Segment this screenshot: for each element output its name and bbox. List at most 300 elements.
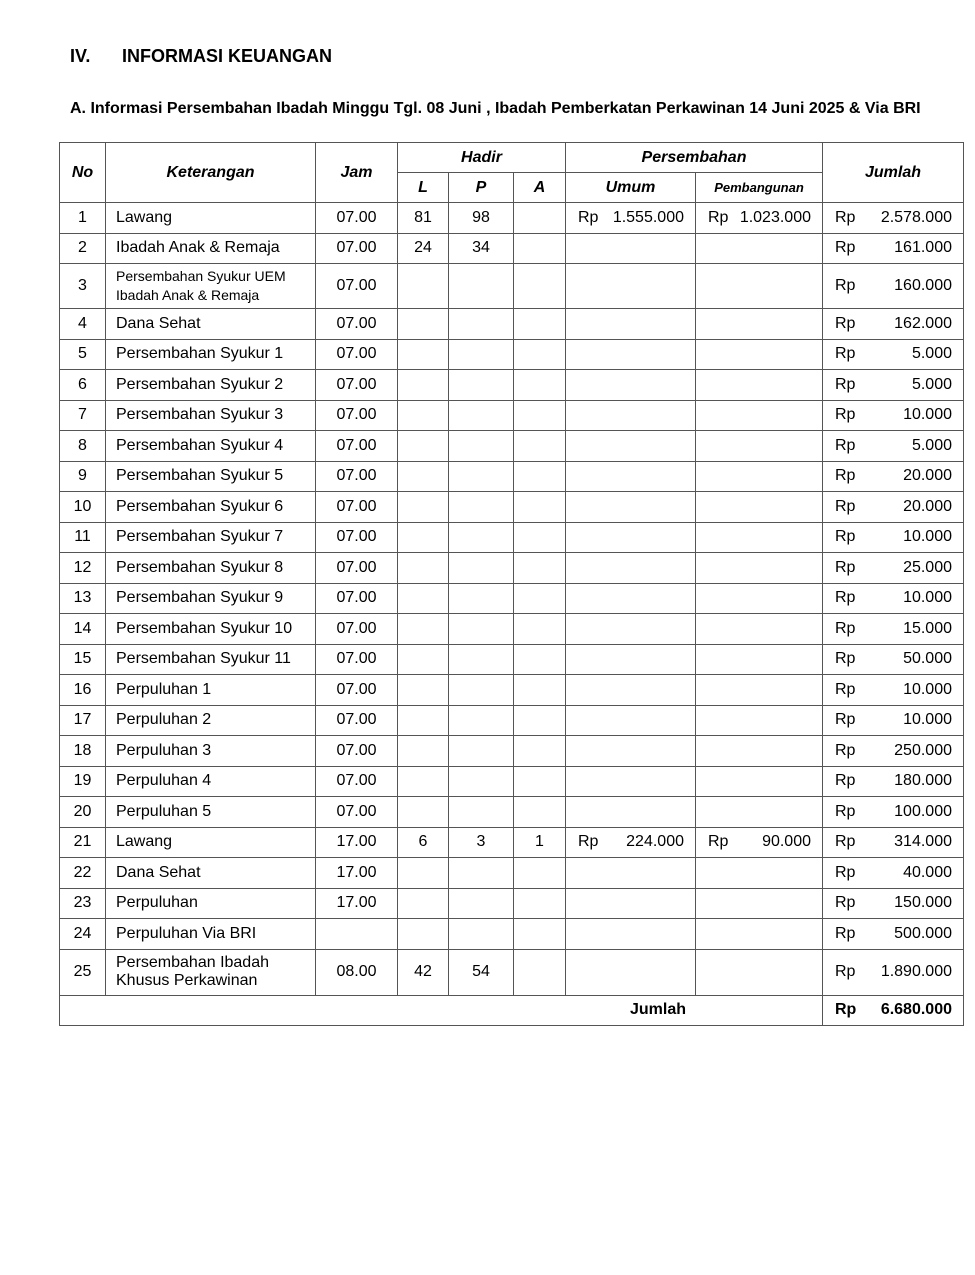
- cell-pembangunan: [696, 736, 823, 767]
- table-row: [60, 644, 964, 675]
- amount-value: 162.000: [894, 314, 952, 332]
- cell-hadir-p: [449, 766, 514, 797]
- cell-umum: [566, 461, 696, 492]
- cell-hadir-a: [514, 736, 566, 767]
- cell-hadir-p: [449, 339, 514, 370]
- cell-no: 17: [60, 705, 106, 736]
- cell-hadir-l: [398, 431, 449, 462]
- total-currency: Rp: [835, 1001, 857, 1018]
- cell-jumlah: [823, 553, 964, 584]
- cell-hadir-a: 1: [514, 827, 566, 858]
- cell-pembangunan: [696, 461, 823, 492]
- cell-keterangan: [106, 264, 316, 309]
- cell-pembangunan: [696, 370, 823, 401]
- cell-hadir-l: [398, 461, 449, 492]
- currency-label: Rp: [835, 277, 856, 294]
- cell-hadir-l: [398, 400, 449, 431]
- cell-hadir-a: [514, 553, 566, 584]
- cell-umum: [566, 888, 696, 919]
- cell-hadir-p: [449, 705, 514, 736]
- currency-label: Rp: [835, 802, 856, 820]
- total-row: [60, 995, 964, 1025]
- cell-umum: [566, 858, 696, 889]
- cell-hadir-p: 3: [449, 827, 514, 858]
- keterangan-text: Perpuluhan: [116, 894, 198, 912]
- cell-hadir-p: [449, 370, 514, 401]
- cell-jam: 07.00: [316, 553, 398, 584]
- keterangan-text-line2: Ibadah Anak & Remaja: [116, 287, 260, 303]
- keterangan-text: Persembahan Syukur 5: [116, 467, 284, 485]
- amount-value: 10.000: [903, 680, 952, 698]
- header-jumlah: Jumlah: [823, 143, 964, 203]
- cell-jumlah: [823, 233, 964, 264]
- cell-umum: [566, 949, 696, 995]
- cell-jumlah: [823, 431, 964, 462]
- cell-pembangunan: [696, 203, 823, 234]
- cell-jam: 07.00: [316, 583, 398, 614]
- cell-jumlah: [823, 522, 964, 553]
- cell-no: 2: [60, 233, 106, 264]
- cell-pembangunan: [696, 797, 823, 828]
- total-value: 6.680.000: [880, 1001, 952, 1018]
- table-row: [60, 233, 964, 264]
- keterangan-text: Perpuluhan 4: [116, 772, 212, 790]
- cell-jam: 07.00: [316, 736, 398, 767]
- cell-no: 13: [60, 583, 106, 614]
- cell-pembangunan: [696, 309, 823, 340]
- cell-keterangan: [106, 339, 316, 370]
- cell-jumlah: [823, 400, 964, 431]
- keterangan-text: Perpuluhan 2: [116, 711, 212, 729]
- header-persembahan: Persembahan: [566, 143, 823, 173]
- amount-value: 1.023.000: [739, 208, 811, 226]
- cell-no: 18: [60, 736, 106, 767]
- table-row: [60, 919, 964, 950]
- table-row: [60, 522, 964, 553]
- cell-hadir-l: [398, 309, 449, 340]
- cell-jam: 07.00: [316, 370, 398, 401]
- currency-label: Rp: [835, 558, 856, 576]
- cell-keterangan: [106, 919, 316, 950]
- keterangan-text: Dana Sehat: [116, 863, 201, 881]
- header-umum: Umum: [566, 173, 696, 203]
- cell-hadir-p: [449, 797, 514, 828]
- cell-keterangan: [106, 461, 316, 492]
- cell-jumlah: [823, 264, 964, 309]
- cell-umum: [566, 675, 696, 706]
- cell-hadir-l: [398, 264, 449, 309]
- cell-no: 1: [60, 203, 106, 234]
- cell-umum: [566, 431, 696, 462]
- finance-table: [59, 142, 964, 1026]
- cell-hadir-a: [514, 264, 566, 309]
- table-row: [60, 553, 964, 584]
- cell-jumlah: [823, 309, 964, 340]
- currency-label: Rp: [708, 833, 729, 851]
- currency-label: Rp: [835, 863, 856, 881]
- cell-keterangan: [106, 675, 316, 706]
- cell-keterangan: [106, 766, 316, 797]
- keterangan-text: Persembahan Syukur 6: [116, 497, 284, 515]
- cell-no: 21: [60, 827, 106, 858]
- cell-jam: 07.00: [316, 461, 398, 492]
- cell-keterangan: [106, 583, 316, 614]
- cell-hadir-p: [449, 264, 514, 309]
- cell-hadir-l: [398, 736, 449, 767]
- table-row: [60, 400, 964, 431]
- cell-hadir-l: [398, 583, 449, 614]
- currency-label: Rp: [835, 528, 856, 546]
- cell-hadir-a: [514, 203, 566, 234]
- cell-keterangan: [106, 553, 316, 584]
- cell-jam: 17.00: [316, 888, 398, 919]
- amount-value: 5.000: [911, 345, 952, 363]
- cell-jumlah: [823, 203, 964, 234]
- cell-keterangan: [106, 309, 316, 340]
- cell-umum: [566, 797, 696, 828]
- cell-hadir-a: [514, 858, 566, 889]
- cell-pembangunan: [696, 766, 823, 797]
- cell-jumlah: [823, 827, 964, 858]
- cell-hadir-a: [514, 309, 566, 340]
- cell-jumlah: [823, 797, 964, 828]
- cell-hadir-a: [514, 797, 566, 828]
- cell-hadir-a: [514, 675, 566, 706]
- keterangan-text: Persembahan Syukur 8: [116, 558, 284, 576]
- cell-no: 15: [60, 644, 106, 675]
- cell-jam: 07.00: [316, 705, 398, 736]
- amount-value: 2.578.000: [880, 208, 952, 226]
- header-l: L: [398, 173, 449, 203]
- cell-pembangunan: [696, 858, 823, 889]
- cell-hadir-l: [398, 888, 449, 919]
- header-no: No: [60, 143, 106, 203]
- table-subtitle: A. Informasi Persembahan Ibadah Minggu Tgl. 08 Juni , Ibadah Pemberkatan Perkawinan 14 Juni 2025 & Via BRI: [70, 100, 921, 117]
- keterangan-text-line2: Khusus Perkawinan: [116, 972, 258, 989]
- cell-no: 6: [60, 370, 106, 401]
- amount-value: 10.000: [903, 711, 952, 729]
- cell-hadir-l: [398, 766, 449, 797]
- cell-jumlah: [823, 766, 964, 797]
- currency-label: Rp: [835, 619, 856, 637]
- cell-pembangunan: [696, 233, 823, 264]
- table-row: [60, 309, 964, 340]
- currency-label: Rp: [835, 833, 856, 851]
- total-label: Jumlah: [60, 995, 823, 1025]
- cell-jumlah: [823, 919, 964, 950]
- amount-value: 314.000: [894, 833, 952, 851]
- cell-pembangunan: [696, 264, 823, 309]
- cell-umum: [566, 644, 696, 675]
- table-row: [60, 675, 964, 706]
- cell-umum: [566, 264, 696, 309]
- cell-umum: [566, 766, 696, 797]
- cell-jumlah: [823, 858, 964, 889]
- cell-no: 20: [60, 797, 106, 828]
- cell-jumlah: [823, 492, 964, 523]
- header-pembangunan: Pembangunan: [696, 173, 823, 203]
- cell-pembangunan: [696, 644, 823, 675]
- cell-hadir-a: [514, 949, 566, 995]
- cell-jumlah: [823, 644, 964, 675]
- section-heading: [70, 46, 332, 67]
- cell-no: 25: [60, 949, 106, 995]
- keterangan-text: Perpuluhan 3: [116, 741, 212, 759]
- cell-jumlah: [823, 461, 964, 492]
- amount-value: 25.000: [903, 558, 952, 576]
- cell-no: 4: [60, 309, 106, 340]
- cell-pembangunan: [696, 705, 823, 736]
- table-row: [60, 797, 964, 828]
- cell-umum: [566, 203, 696, 234]
- cell-keterangan: [106, 522, 316, 553]
- amount-value: 40.000: [903, 863, 952, 881]
- cell-no: 7: [60, 400, 106, 431]
- cell-keterangan: [106, 858, 316, 889]
- keterangan-text: Persembahan Syukur 2: [116, 375, 284, 393]
- cell-hadir-p: 54: [449, 949, 514, 995]
- cell-umum: [566, 614, 696, 645]
- cell-jam: 07.00: [316, 309, 398, 340]
- cell-hadir-a: [514, 431, 566, 462]
- table-row: [60, 614, 964, 645]
- section-number: IV.: [70, 46, 91, 66]
- amount-value: 50.000: [903, 650, 952, 668]
- cell-hadir-l: [398, 522, 449, 553]
- cell-pembangunan: [696, 675, 823, 706]
- amount-value: 10.000: [903, 406, 952, 424]
- currency-label: Rp: [835, 741, 856, 759]
- currency-label: Rp: [835, 772, 856, 790]
- currency-label: Rp: [578, 208, 599, 226]
- keterangan-text: Lawang: [116, 833, 173, 851]
- currency-label: Rp: [835, 208, 856, 226]
- cell-umum: [566, 705, 696, 736]
- keterangan-text: Persembahan Syukur 11: [116, 650, 291, 668]
- cell-hadir-p: 98: [449, 203, 514, 234]
- cell-jumlah: [823, 888, 964, 919]
- amount-value: 250.000: [894, 741, 952, 759]
- currency-label: Rp: [835, 239, 856, 257]
- amount-value: 90.000: [762, 833, 811, 851]
- cell-hadir-l: [398, 614, 449, 645]
- amount-value: 150.000: [894, 894, 952, 912]
- currency-label: Rp: [835, 406, 856, 424]
- cell-hadir-a: [514, 522, 566, 553]
- cell-umum: [566, 736, 696, 767]
- cell-jam: 07.00: [316, 203, 398, 234]
- cell-hadir-l: [398, 858, 449, 889]
- currency-label: Rp: [835, 345, 856, 363]
- keterangan-text: Persembahan Syukur 3: [116, 406, 284, 424]
- keterangan-text: Perpuluhan Via BRI: [116, 924, 257, 942]
- cell-pembangunan: [696, 339, 823, 370]
- cell-umum: [566, 400, 696, 431]
- cell-keterangan: [106, 233, 316, 264]
- table-row: [60, 949, 964, 995]
- table-row: [60, 461, 964, 492]
- amount-value: 10.000: [903, 528, 952, 546]
- cell-hadir-l: 42: [398, 949, 449, 995]
- cell-pembangunan: [696, 492, 823, 523]
- keterangan-text: Persembahan Syukur 1: [116, 345, 284, 363]
- amount-value: 15.000: [903, 619, 952, 637]
- keterangan-text: Persembahan Syukur 7: [116, 528, 284, 546]
- keterangan-text: Persembahan Syukur 10: [116, 619, 293, 637]
- cell-no: 16: [60, 675, 106, 706]
- cell-no: 10: [60, 492, 106, 523]
- cell-hadir-p: [449, 431, 514, 462]
- cell-hadir-p: [449, 736, 514, 767]
- cell-keterangan: [106, 705, 316, 736]
- cell-no: 23: [60, 888, 106, 919]
- keterangan-text: Persembahan Ibadah: [116, 954, 269, 971]
- cell-jam: 07.00: [316, 492, 398, 523]
- cell-hadir-a: [514, 644, 566, 675]
- table-row: [60, 583, 964, 614]
- cell-umum: [566, 553, 696, 584]
- cell-hadir-a: [514, 614, 566, 645]
- cell-hadir-a: [514, 461, 566, 492]
- table-row: [60, 736, 964, 767]
- currency-label: Rp: [835, 894, 856, 912]
- currency-label: Rp: [835, 650, 856, 668]
- cell-no: 11: [60, 522, 106, 553]
- cell-hadir-p: [449, 858, 514, 889]
- cell-keterangan: [106, 736, 316, 767]
- cell-hadir-l: [398, 553, 449, 584]
- amount-value: 161.000: [894, 239, 952, 257]
- currency-label: Rp: [835, 711, 856, 729]
- cell-keterangan: [106, 400, 316, 431]
- cell-no: 8: [60, 431, 106, 462]
- cell-umum: [566, 522, 696, 553]
- cell-hadir-a: [514, 583, 566, 614]
- amount-value: 20.000: [903, 497, 952, 515]
- amount-value: 5.000: [911, 436, 952, 454]
- cell-keterangan: [106, 431, 316, 462]
- cell-no: 19: [60, 766, 106, 797]
- cell-no: 22: [60, 858, 106, 889]
- cell-keterangan: [106, 827, 316, 858]
- cell-pembangunan: [696, 400, 823, 431]
- keterangan-text: Ibadah Anak & Remaja: [116, 239, 280, 257]
- header-a: A: [514, 173, 566, 203]
- currency-label: Rp: [835, 375, 856, 393]
- cell-hadir-l: 6: [398, 827, 449, 858]
- cell-jumlah: [823, 614, 964, 645]
- cell-hadir-a: [514, 233, 566, 264]
- amount-value: 20.000: [903, 467, 952, 485]
- cell-hadir-a: [514, 766, 566, 797]
- cell-jam: 07.00: [316, 431, 398, 462]
- currency-label: Rp: [835, 436, 856, 454]
- amount-value: 180.000: [894, 772, 952, 790]
- cell-jumlah: [823, 949, 964, 995]
- table-row: [60, 203, 964, 234]
- cell-keterangan: [106, 949, 316, 995]
- header-p: P: [449, 173, 514, 203]
- keterangan-text: Lawang: [116, 208, 173, 226]
- currency-label: Rp: [835, 963, 856, 980]
- cell-jam: 08.00: [316, 949, 398, 995]
- table-row: [60, 766, 964, 797]
- header-hadir: Hadir: [398, 143, 566, 173]
- keterangan-text: Persembahan Syukur 4: [116, 436, 284, 454]
- cell-pembangunan: [696, 522, 823, 553]
- cell-hadir-l: [398, 705, 449, 736]
- table-row: [60, 705, 964, 736]
- table-row: [60, 858, 964, 889]
- cell-pembangunan: [696, 949, 823, 995]
- cell-hadir-p: 34: [449, 233, 514, 264]
- cell-hadir-a: [514, 400, 566, 431]
- currency-label: Rp: [835, 589, 856, 607]
- cell-hadir-a: [514, 919, 566, 950]
- cell-umum: [566, 309, 696, 340]
- cell-hadir-l: 24: [398, 233, 449, 264]
- cell-umum: [566, 492, 696, 523]
- cell-hadir-a: [514, 370, 566, 401]
- cell-pembangunan: [696, 583, 823, 614]
- cell-keterangan: [106, 203, 316, 234]
- amount-value: 1.555.000: [612, 208, 684, 226]
- keterangan-text: Dana Sehat: [116, 314, 201, 332]
- currency-label: Rp: [835, 680, 856, 698]
- currency-label: Rp: [835, 497, 856, 515]
- table-row: [60, 827, 964, 858]
- amount-value: 224.000: [626, 833, 684, 851]
- cell-jumlah: [823, 583, 964, 614]
- section-title: INFORMASI KEUANGAN: [122, 46, 332, 66]
- cell-jumlah: [823, 370, 964, 401]
- cell-jumlah: [823, 339, 964, 370]
- cell-hadir-p: [449, 644, 514, 675]
- cell-umum: [566, 370, 696, 401]
- cell-hadir-l: [398, 644, 449, 675]
- amount-value: 100.000: [894, 802, 952, 820]
- amount-value: 1.890.000: [880, 963, 952, 980]
- cell-jam: 07.00: [316, 233, 398, 264]
- cell-keterangan: [106, 797, 316, 828]
- keterangan-text: Perpuluhan 1: [116, 680, 212, 698]
- cell-keterangan: [106, 370, 316, 401]
- currency-label: Rp: [578, 833, 599, 851]
- cell-jam: 07.00: [316, 400, 398, 431]
- cell-umum: [566, 827, 696, 858]
- cell-jam: 07.00: [316, 264, 398, 309]
- cell-hadir-p: [449, 309, 514, 340]
- cell-jam: 07.00: [316, 614, 398, 645]
- table-row: [60, 888, 964, 919]
- cell-jumlah: [823, 675, 964, 706]
- cell-jam: 07.00: [316, 522, 398, 553]
- cell-hadir-a: [514, 705, 566, 736]
- cell-hadir-l: [398, 492, 449, 523]
- cell-no: 9: [60, 461, 106, 492]
- currency-label: Rp: [835, 314, 856, 332]
- cell-jumlah: [823, 705, 964, 736]
- cell-jam: 07.00: [316, 675, 398, 706]
- keterangan-text: Persembahan Syukur UEM: [116, 268, 286, 284]
- cell-no: 5: [60, 339, 106, 370]
- table-row: [60, 492, 964, 523]
- cell-hadir-l: [398, 370, 449, 401]
- cell-jam: 07.00: [316, 797, 398, 828]
- cell-keterangan: [106, 888, 316, 919]
- table-row: [60, 431, 964, 462]
- cell-hadir-l: [398, 675, 449, 706]
